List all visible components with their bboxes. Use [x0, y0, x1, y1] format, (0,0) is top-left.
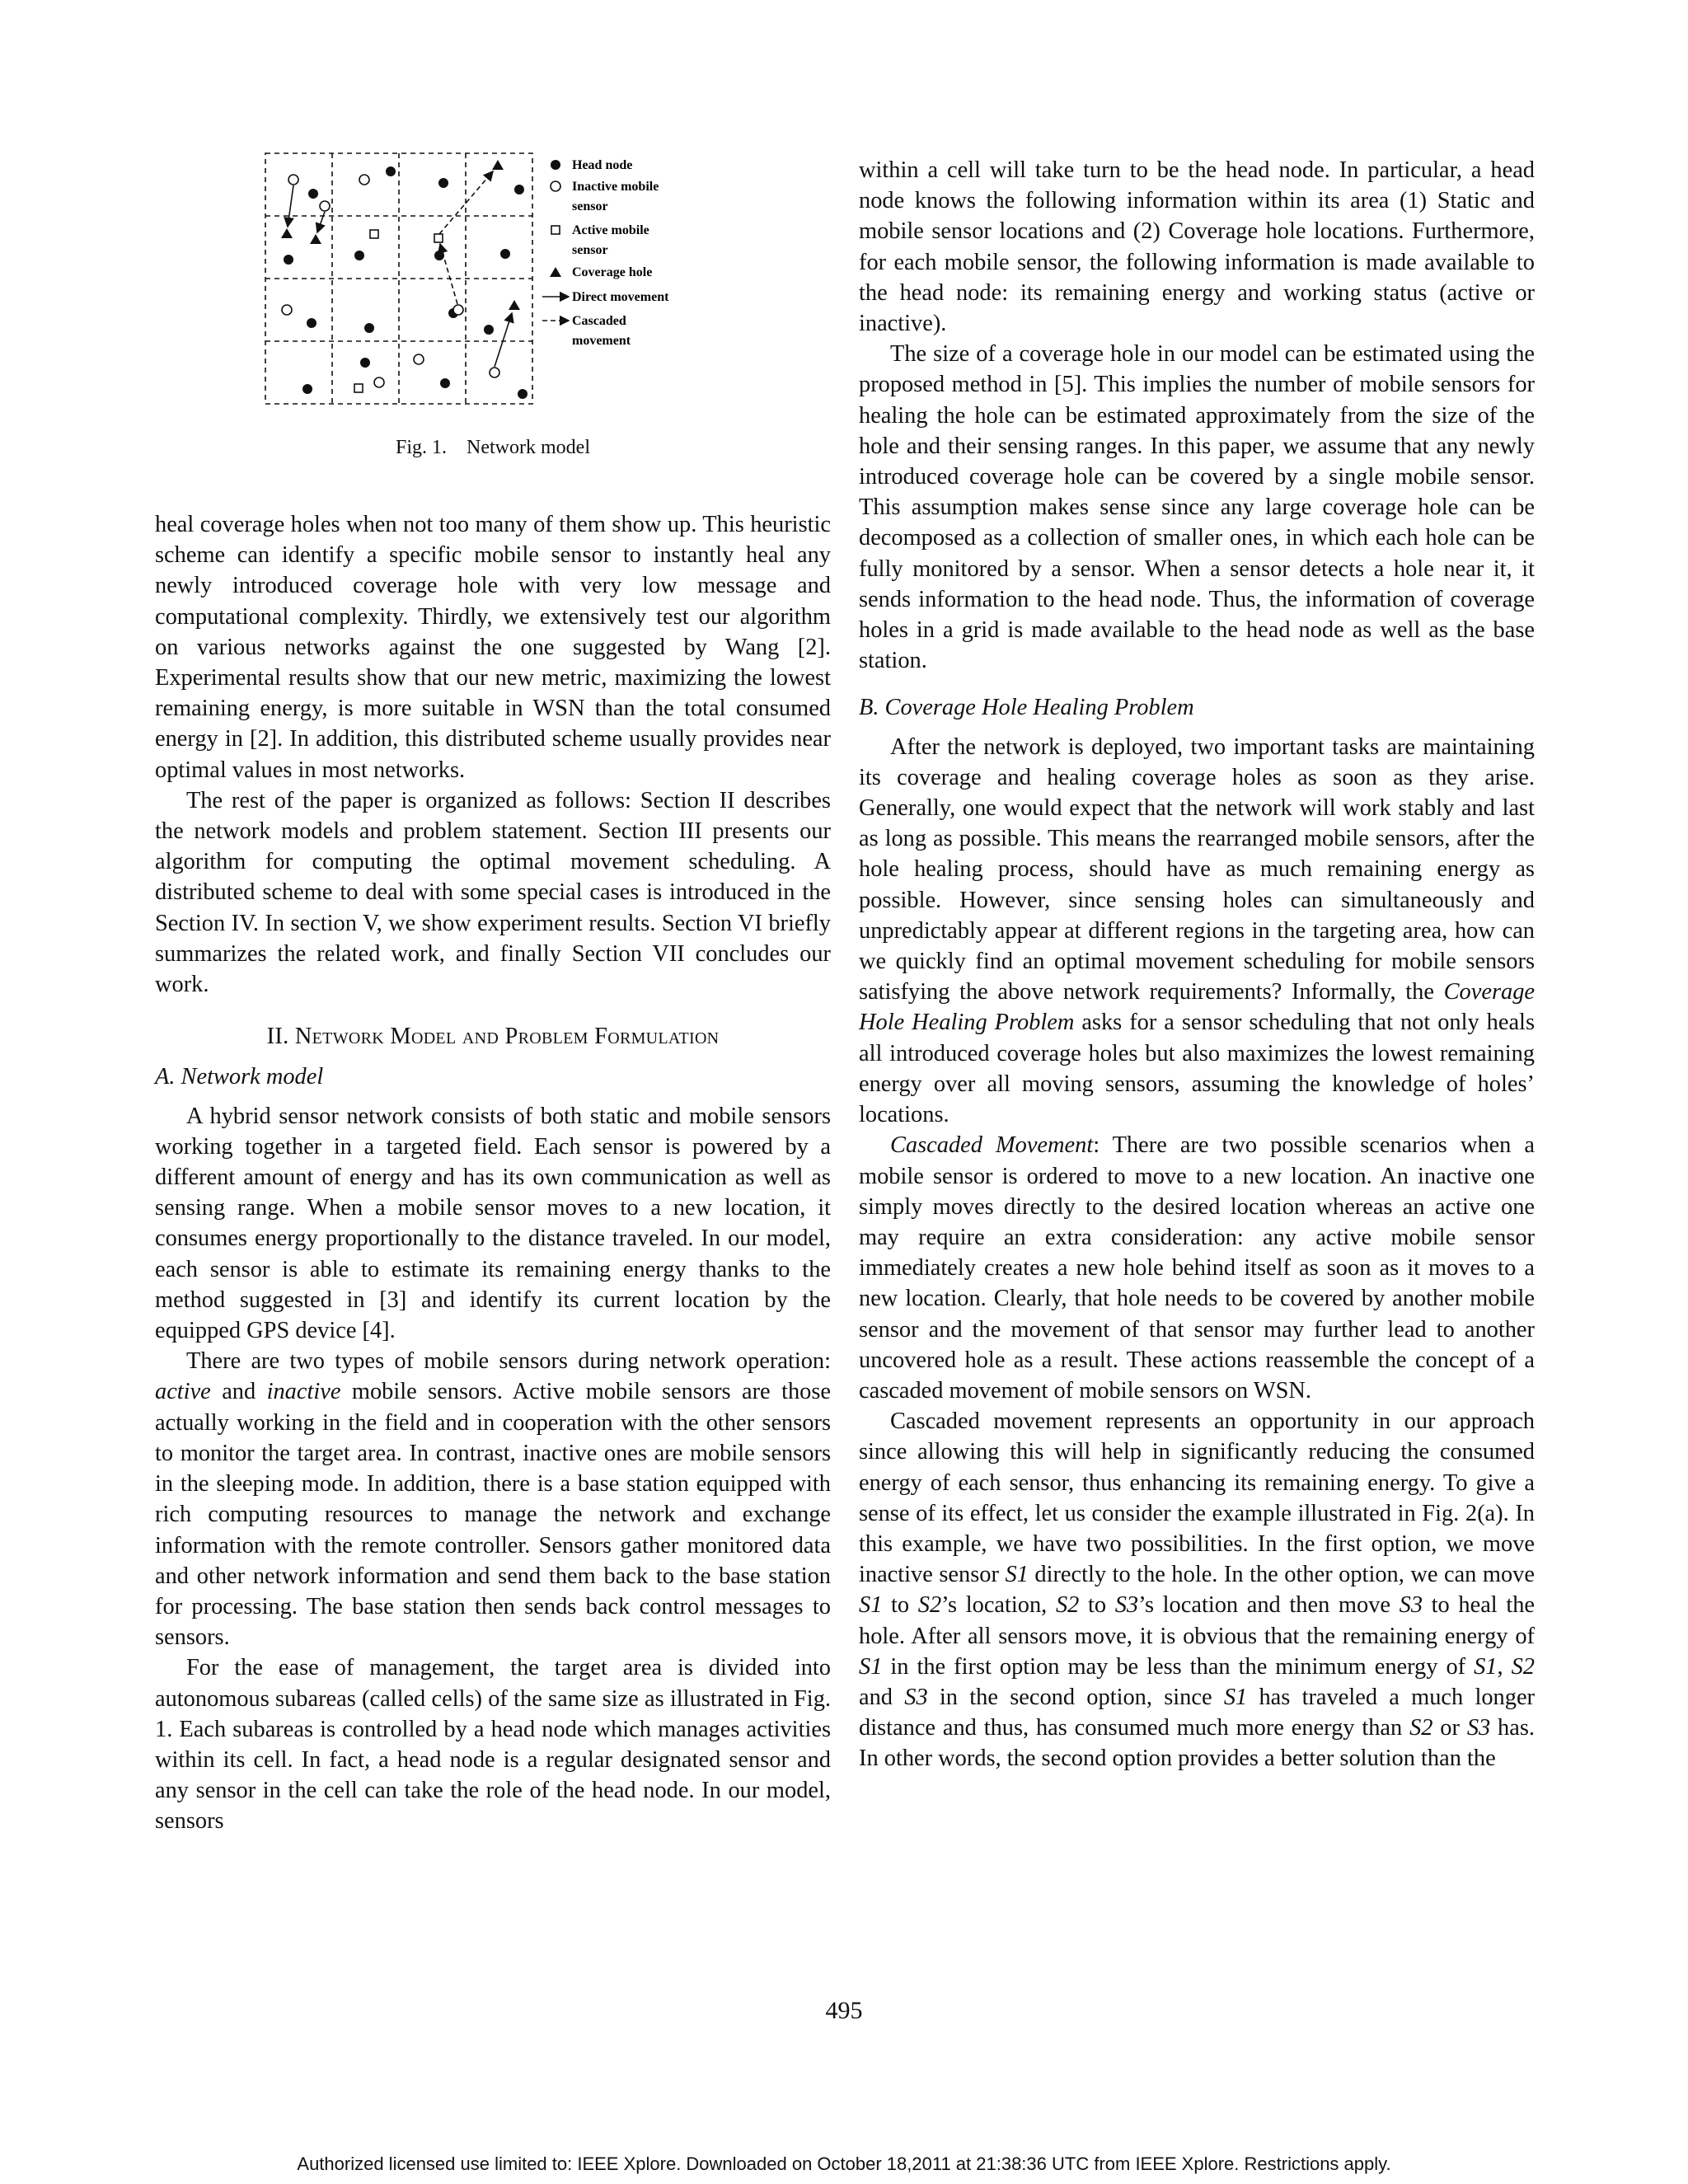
legend-cascaded-line2: movement: [572, 334, 631, 348]
legend-head-node: Head node: [572, 158, 633, 172]
network-grid-diagram: [262, 148, 724, 412]
inactive-mobile-sensors: [282, 175, 499, 387]
page-number: 495: [825, 1997, 863, 2024]
legend-cascaded: Cascaded: [572, 314, 626, 328]
license-footer: Authorized licensed use limited to: IEEE Xplore. Downloaded on October 18,2011 at 21:38:36 UTC from IEEE Xplore. Restrictions apply.: [297, 2154, 1391, 2174]
head-nodes: [284, 166, 528, 399]
legend-head-node-icon: [551, 160, 560, 170]
subsection-heading: A. Network model: [155, 1064, 324, 1090]
paragraph: heal coverage holes when not too many of them show up. This heuristic scheme can identify a specific mobile sensor to instantly heal any newly introduced coverage hole with very low message and computational complexity. Thirdly, we extensively test our algorithm on various networks against the one suggested by Wang [2]. Experimental results show that our new metric, maximizing the lowest remaining energy, is more suitable in WSN than the total consumed energy in [2]. In addition, this distributed scheme usually provides near optimal values in most networks.: [155, 512, 831, 783]
paragraph: within a cell will take turn to be the head node. In particular, a head node knows the following information within its area (1) Static and mobile sensor locations and (2) Coverage hole locations. Furthermore, for each mobile sensor, the following information is made available to the head node: its remaining energy and working status (active or inactive).: [859, 157, 1535, 337]
legend-active: Active mobile: [572, 223, 649, 237]
legend-direct: Direct movement: [572, 290, 669, 304]
right-column: [859, 155, 1535, 1774]
figure-caption: Fig. 1. Network model: [396, 437, 590, 458]
legend-hole-icon: [550, 267, 561, 277]
legend-active-line2: sensor: [572, 243, 608, 257]
paragraph: After the network is deployed, two important tasks are maintaining its coverage and healing coverage holes as soon as they arise. Generally, one would expect that the network will work stably and last as long as possible. This means the rearranged mobile sensors, after the hole healing process, should have as much remaining energy as possible. However, since sensing holes can simultaneously and unpredictably appear at different regions in the targeting area, how can we quickly find an optimal movement scheduling for mobile sensors satisfying the above network requirements? Informally, the Coverage Hole Healing Problem asks for a sensor scheduling that not only heals all introduced coverage holes but also maximizes the lowest remaining energy over all moving sensors, assuming the knowledge of holes’ locations.: [859, 733, 1535, 1128]
section-heading: II. Network Model and Problem Formulation: [266, 1024, 720, 1050]
paragraph: A hybrid sensor network consists of both static and mobile sensors working together in a targeted field. Each sensor is powered by a different amount of energy and has its own communication as well as sensing range. When a mobile sensor moves to a new location, it consumes energy proportionally to the distance traveled. In our model, each sensor is able to estimate its remaining energy thanks to the method suggested in [3] and identify its current location by the equipped GPS device [4].: [155, 1103, 831, 1344]
legend-active-icon: [551, 226, 560, 234]
legend-inactive-line2: sensor: [572, 199, 608, 213]
legend-hole: Coverage hole: [572, 265, 653, 279]
paragraph: For the ease of management, the target area is divided into autonomous subareas (called cells) of the same size as illustrated in Fig. 1. Each subareas is controlled by a head node which manages activities within its cell. In fact, a head node is a regular designated sensor and any sensor in the cell can take the role of the head node. In our model, sensors: [155, 1655, 831, 1835]
legend: [542, 158, 669, 348]
paragraph: Cascaded movement represents an opportunity in our approach since allowing this will help in significantly reducing the consumed energy of each sensor, thus enhancing its remaining energy. To give a sense of its effect, let us consider the example illustrated in Fig. 2(a). In this example, we have two possibilities. In the first option, we move inactive sensor S1 directly to the hole. In the other option, we can move S1 to S2’s location, S2 to S3’s location and then move S3 to heal the hole. After all sensors move, it is obvious that the remaining energy of S1 in the first option may be less than the minimum energy of S1, S2 and S3 in the second option, since S1 has traveled a much longer distance and thus, has consumed much more energy than S2 or S3 has. In other words, the second option provides a better solution than the: [859, 1408, 1536, 1772]
figure-network-model: [262, 148, 724, 412]
legend-inactive-icon: [551, 181, 560, 191]
cell-grid: [265, 153, 532, 404]
legend-inactive: Inactive mobile: [572, 180, 659, 194]
paragraph: The rest of the paper is organized as follows: Section II describes the network models and problem statement. Section III presents our algorithm for computing the optimal movement scheduling. A distributed scheme to deal with some special cases is introduced in the Section IV. In section V, we show experiment results. Section VI briefly summarizes the related work, and finally Section VII concludes our work.: [155, 787, 831, 998]
direct-movements: [288, 185, 512, 367]
paragraph: Cascaded Movement: There are two possible scenarios when a mobile sensor is ordered to move to a new location. An inactive one simply moves directly to the desired location whereas an active one may require an extra consideration: any active mobile sensor immediately creates a new hole behind itself as soon as it moves to a new location. Clearly, that hole needs to be covered by another mobile sensor and the movement of that sensor may further lead to another uncovered hole as a result. These actions reassemble the concept of a cascaded movement of mobile sensors on WSN.: [859, 1132, 1535, 1404]
paragraph: The size of a coverage hole in our model can be estimated using the proposed method in [5]. This implies the number of mobile sensors for healing the hole can be estimated approximately from the size of the hole and their sensing ranges. In this paper, we assume that any newly introduced coverage hole can be covered by a single mobile sensor. This assumption makes sense since any large coverage hole can be decomposed as a collection of smaller ones, in which each hole can be fully monitored by a sensor. When a sensor detects a hole near it, it sends information to the head node. Thus, the information of coverage holes in a grid is made available to the head node as well as the base station.: [859, 341, 1535, 674]
subsection-heading: B. Coverage Hole Healing Problem: [859, 695, 1194, 721]
left-column: [155, 509, 831, 1837]
paragraph: There are two types of mobile sensors during network operation: active and inactive mobile sensors. Active mobile sensors are those actually working in the field and in cooperation with the other sensors to monitor the target area. In contrast, inactive ones are mobile sensors in the sleeping mode. In addition, there is a base station equipped with rich computing resources to manage the network and exchange information with the remote controller. Sensors gather monitored data and other network information and send them back to the base station for processing. The base station then sends back control messages to sensors.: [155, 1348, 831, 1651]
